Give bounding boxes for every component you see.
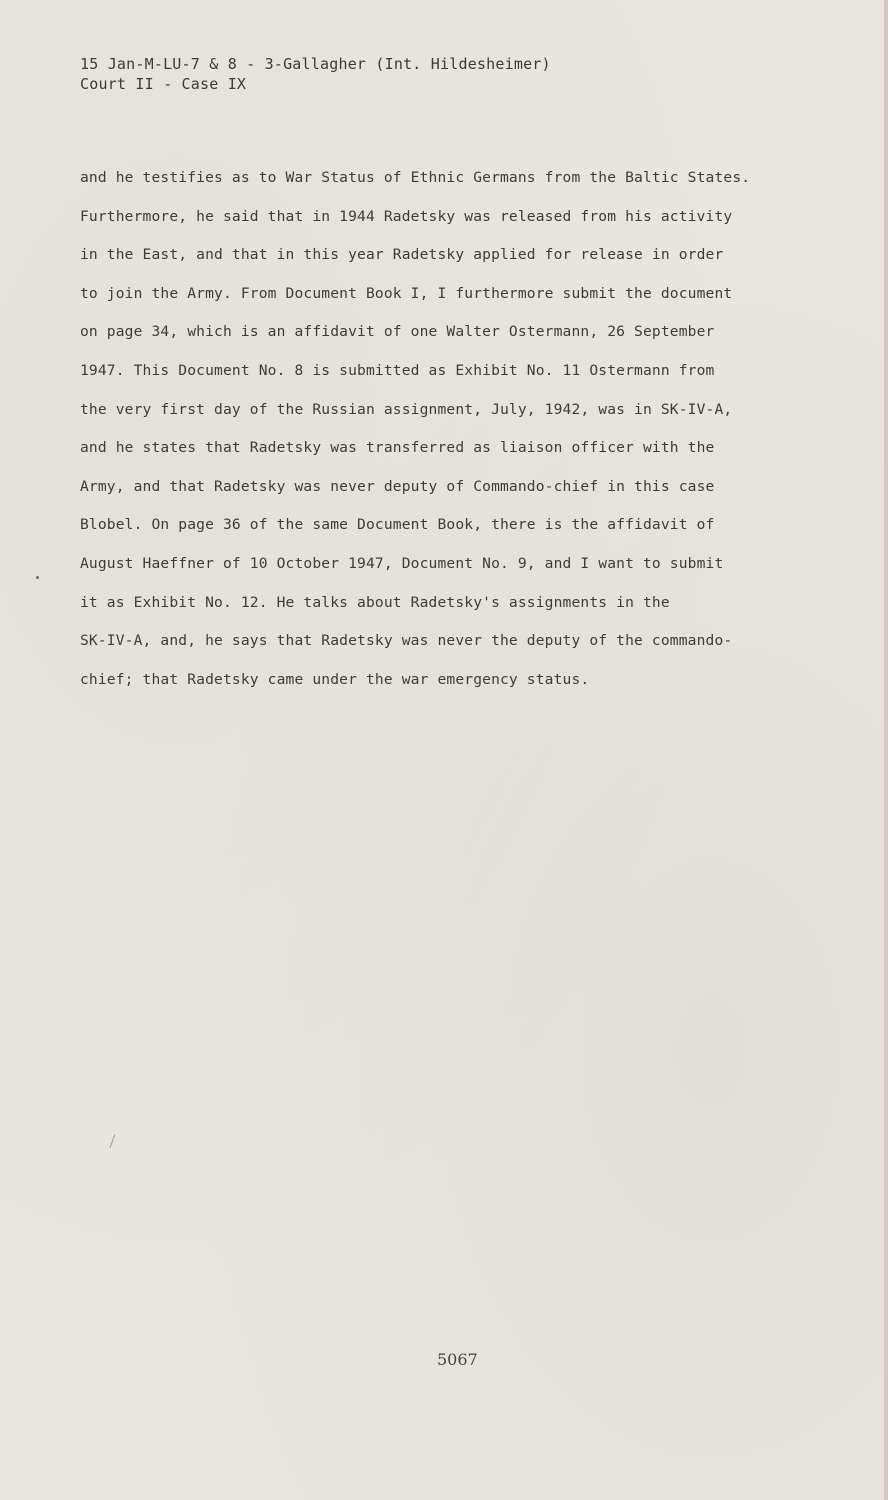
body-line: and he states that Radetsky was transferred as liaison officer with the	[80, 439, 715, 457]
page-number: 5067	[437, 1350, 478, 1369]
paper-mark	[110, 1134, 116, 1147]
margin-speck	[36, 576, 39, 579]
body-line: Furthermore, he said that in 1944 Radetsky was released from his activity	[80, 207, 733, 225]
body-line: and he testifies as to War Status of Ethnic Germans from the Baltic States.	[80, 169, 751, 186]
header-line-1: 15 Jan-M-LU-7 & 8 - 3-Gallagher (Int. Hildesheimer)	[80, 55, 551, 73]
testimony-body	[80, 166, 800, 706]
body-line: chief; that Radetsky came under the war emergency status.	[80, 670, 590, 688]
body-line: SK-IV-A, and, he says that Radetsky was never the deputy of the commando-	[80, 632, 733, 650]
body-line: Blobel. On page 36 of the same Document Book, there is the affidavit of	[80, 516, 715, 534]
header-line-2: Court II - Case IX	[80, 75, 247, 93]
document-header	[80, 54, 551, 94]
body-line: 1947. This Document No. 8 is submitted as Exhibit No. 11 Ostermann from	[80, 361, 715, 379]
body-line: the very first day of the Russian assignment, July, 1942, was in SK-IV-A,	[80, 400, 733, 418]
body-line: to join the Army. From Document Book I, I furthermore submit the document	[80, 284, 733, 302]
body-line: in the East, and that in this year Radetsky applied for release in order	[80, 246, 724, 264]
body-line: August Haeffner of 10 October 1947, Document No. 9, and I want to submit	[80, 554, 724, 572]
page-edge	[884, 0, 888, 1500]
body-line: it as Exhibit No. 12. He talks about Radetsky's assignments in the	[80, 593, 670, 611]
body-line: Army, and that Radetsky was never deputy of Commando-chief in this case	[80, 477, 715, 495]
body-line: on page 34, which is an affidavit of one Walter Ostermann, 26 September	[80, 323, 715, 341]
